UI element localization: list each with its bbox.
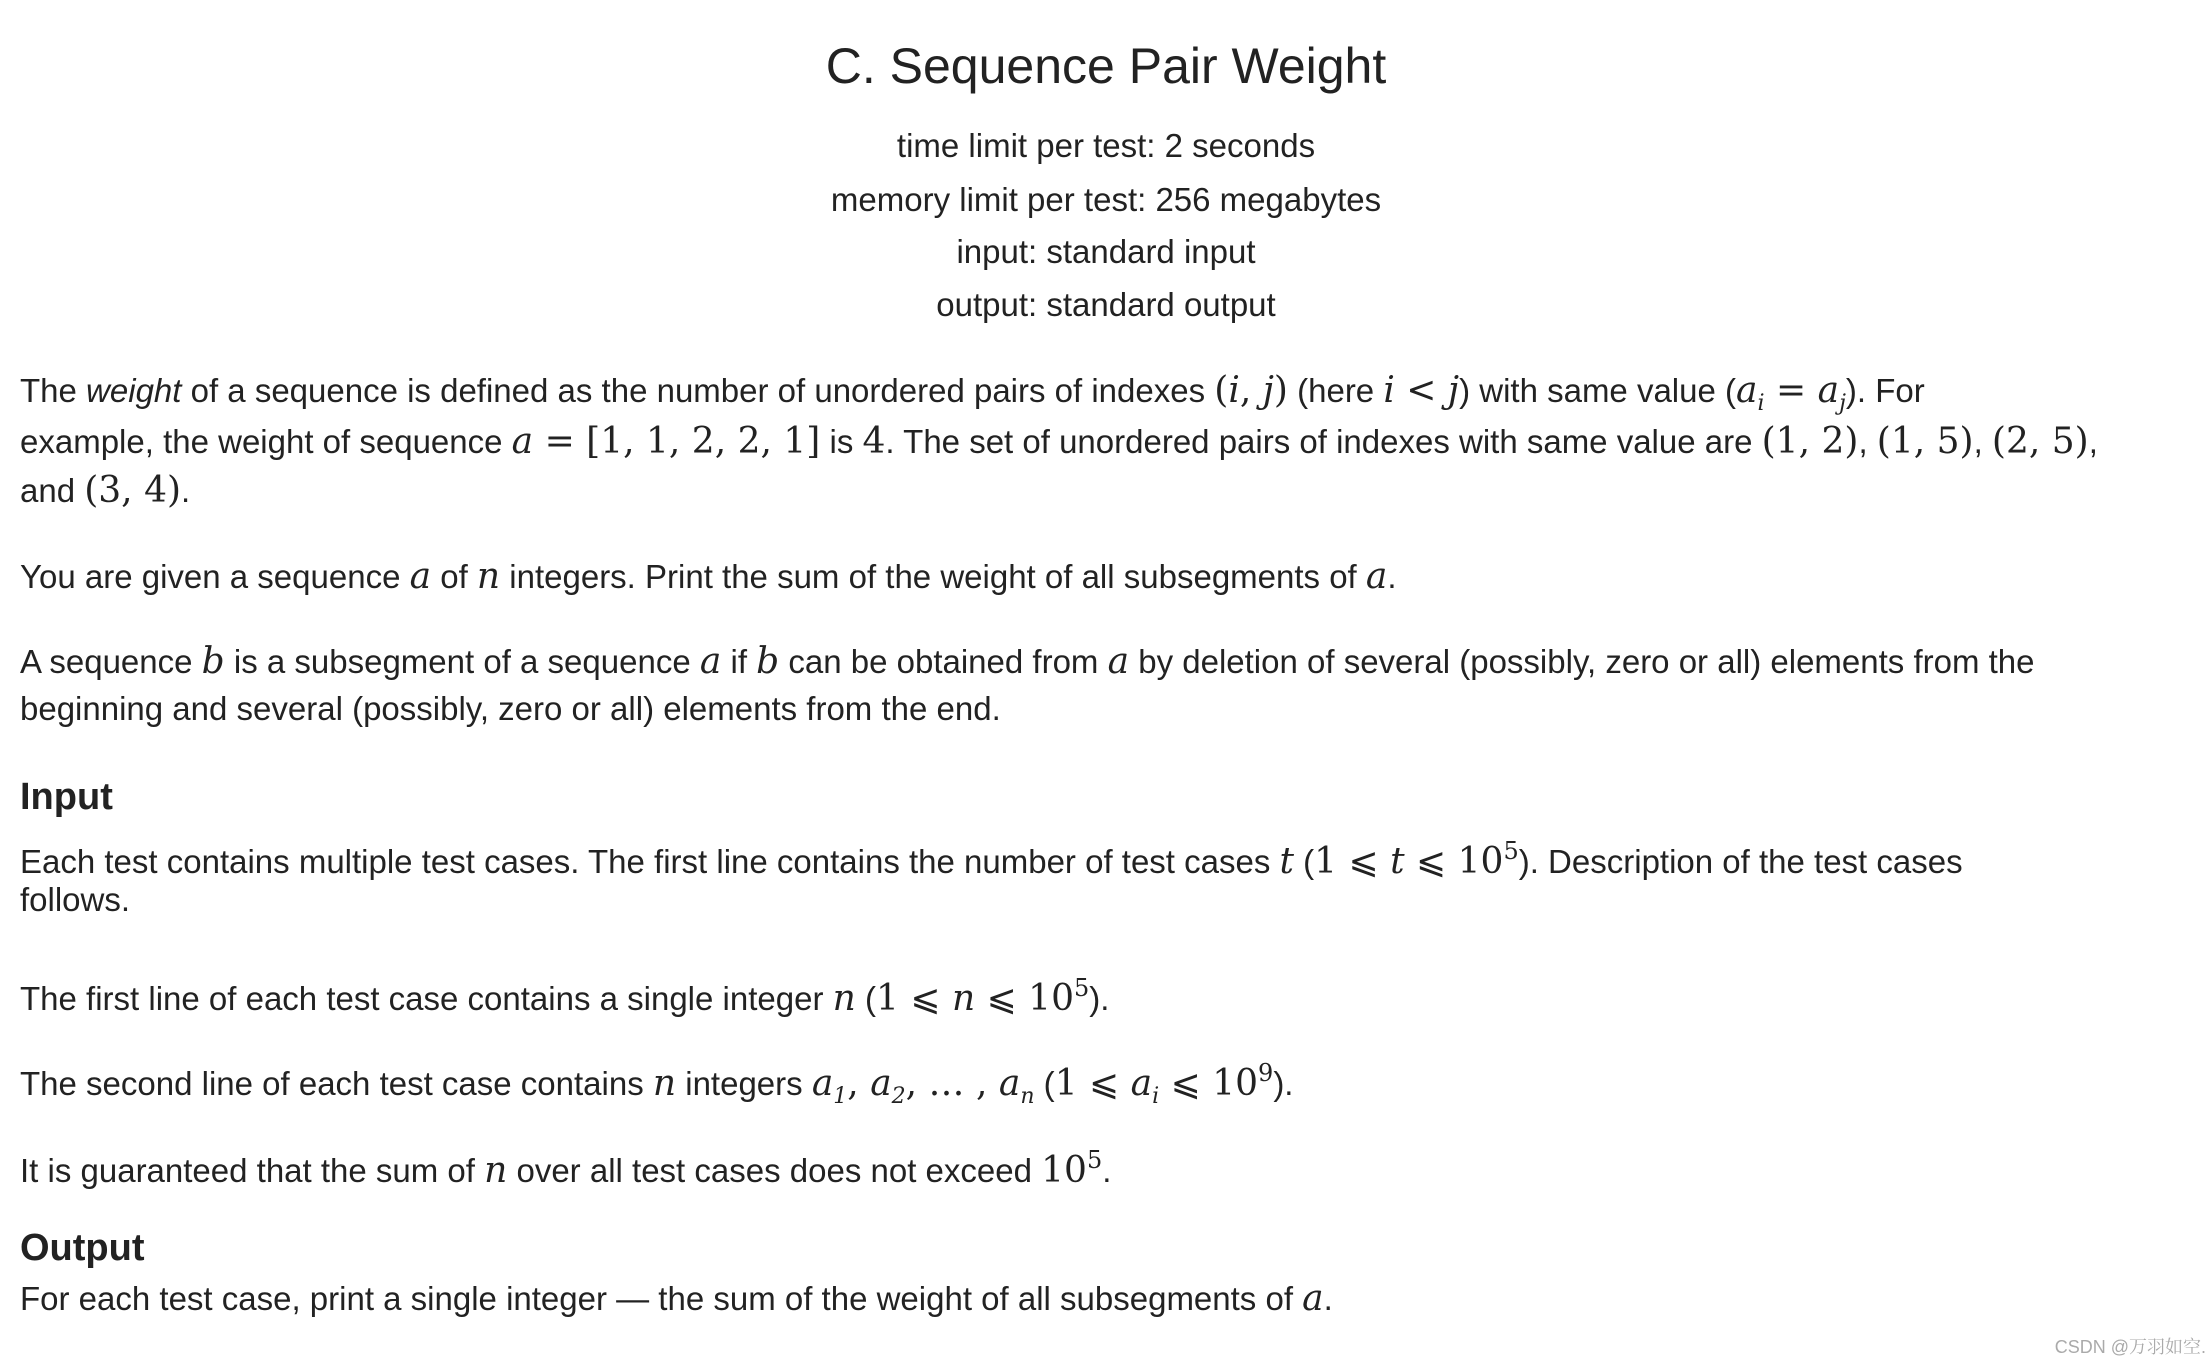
math-segment: j <box>1262 370 1274 411</box>
math-segment: ⩽ 10 <box>1159 1063 1259 1104</box>
text-segment: You are given a sequence <box>20 558 410 595</box>
math-segment: a <box>1736 370 1758 411</box>
text-segment: integers. Print the sum of the weight of all subsegments of <box>500 558 1366 595</box>
text-segment: and <box>20 472 85 509</box>
math-segment: 5 <box>1086 1146 1103 1174</box>
text-segment: beginning and several (possibly, zero or all) elements from the end. <box>20 690 1001 727</box>
math-segment: 2 <box>891 1084 906 1109</box>
math-segment: , <box>847 1063 871 1104</box>
math-segment: a <box>1130 1063 1153 1104</box>
math-segment: ) <box>1273 370 1288 411</box>
math-segment: a <box>870 1063 892 1104</box>
text-segment: by deletion of several (possibly, zero or all) elements from the <box>1129 643 2035 680</box>
math-segment: , <box>1239 370 1263 411</box>
math-segment: a <box>1365 556 1388 597</box>
text-segment: Each test contains multiple test cases. The first line contains the number of test cases <box>20 843 1280 880</box>
math-segment: = <box>1764 370 1818 411</box>
math-segment: (2, 5) <box>1991 421 2089 462</box>
input-spec: input: standard input <box>956 233 1256 270</box>
math-segment: (1, 2) <box>1761 421 1859 462</box>
text-segment: For each test case, print a single integer — the sum of the weight of all subsegments of <box>20 1280 1303 1317</box>
problem-title: C. Sequence Pair Weight <box>825 38 1387 94</box>
statement-line <box>20 966 1109 1021</box>
math-segment: n <box>951 978 976 1019</box>
math-segment: < <box>1394 370 1448 411</box>
text-segment: follows. <box>20 881 131 918</box>
math-segment: i <box>1152 1084 1160 1109</box>
text-segment: It is guaranteed that the sum of <box>20 1152 485 1189</box>
statement-line <box>20 555 1397 599</box>
math-segment: 10 <box>1041 1150 1087 1191</box>
math-segment: a <box>811 1063 834 1104</box>
math-segment: 4 <box>862 421 886 462</box>
math-segment: a <box>511 421 534 462</box>
statement-line <box>20 640 2035 684</box>
text-segment: . <box>1387 558 1397 595</box>
math-segment: a <box>1302 1278 1324 1319</box>
memory-limit: memory limit per test: 256 megabytes <box>830 181 1382 218</box>
text-segment: , <box>1858 423 1877 460</box>
text-segment: (here <box>1287 372 1384 409</box>
statement-line <box>20 369 1925 426</box>
text-segment: The first line of each test case contains a single integer <box>20 980 833 1017</box>
math-segment: 1 ⩽ <box>875 978 952 1019</box>
math-segment: 9 <box>1258 1059 1274 1087</box>
math-segment: , … , <box>905 1063 999 1104</box>
text-segment: . <box>1323 1280 1333 1317</box>
math-segment: t <box>1390 841 1405 882</box>
math-segment: i <box>1757 391 1765 416</box>
math-segment: n <box>484 1150 508 1191</box>
output-spec: output: standard output <box>936 286 1276 323</box>
text-segment: can be obtained from <box>779 643 1108 680</box>
math-segment: ⩽ 10 <box>1404 841 1504 882</box>
text-segment: ). Description of the test cases <box>1518 843 1963 880</box>
emphasis-text: weight <box>86 372 182 409</box>
text-segment: integers <box>676 1065 812 1102</box>
math-segment: 1 ⩽ <box>1314 841 1391 882</box>
text-segment: over all test cases does not exceed <box>507 1152 1042 1189</box>
text-segment: . <box>181 472 191 509</box>
math-segment: a <box>998 1063 1021 1104</box>
text-segment: ). For <box>1845 372 1925 409</box>
math-segment: j <box>1839 391 1846 416</box>
statement-line <box>20 1051 1293 1119</box>
math-segment: a <box>1107 641 1130 682</box>
math-segment: ( <box>1214 370 1229 411</box>
math-segment: = [1, 1, 2, 2, 1] <box>533 421 821 462</box>
statement-line <box>20 829 1963 884</box>
text-segment: , <box>2088 423 2098 460</box>
input-heading: Input <box>20 776 113 818</box>
math-segment: n <box>1020 1084 1035 1109</box>
math-segment: i <box>1228 370 1240 411</box>
math-segment: i <box>1383 370 1395 411</box>
text-segment: A sequence <box>20 643 202 680</box>
text-segment: if <box>721 643 757 680</box>
text-segment: ). <box>1273 1065 1294 1102</box>
math-segment: (3, 4) <box>84 470 182 511</box>
text-segment: The <box>20 372 87 409</box>
text-segment: ( <box>855 980 876 1017</box>
math-segment: 5 <box>1073 974 1090 1002</box>
statement-line <box>20 687 1001 731</box>
text-segment: of a sequence is defined as the number of unordered pairs of indexes <box>181 372 1215 409</box>
math-segment: 1 <box>833 1084 848 1109</box>
math-segment: t <box>1279 841 1294 882</box>
text-segment: ) with same value ( <box>1459 372 1737 409</box>
time-limit: time limit per test: 2 seconds <box>896 127 1316 164</box>
math-segment: b <box>756 641 780 682</box>
text-segment: of <box>431 558 477 595</box>
math-segment: 1 ⩽ <box>1054 1063 1131 1104</box>
math-segment: a <box>1817 370 1840 411</box>
text-segment: . <box>1102 1152 1112 1189</box>
text-segment: ). <box>1089 980 1110 1017</box>
text-segment: . The set of unordered pairs of indexes with same value are <box>885 423 1762 460</box>
output-heading: Output <box>20 1227 145 1269</box>
text-segment: is <box>820 423 863 460</box>
math-segment: 5 <box>1503 837 1519 865</box>
statement-line <box>20 1138 1111 1193</box>
math-segment: n <box>832 978 856 1019</box>
statement-line <box>20 420 2098 464</box>
statement-line <box>20 878 130 922</box>
statement-line <box>20 469 190 513</box>
math-segment: j <box>1447 370 1460 411</box>
math-segment: a <box>409 556 432 597</box>
math-segment: n <box>476 556 501 597</box>
math-segment: a <box>699 641 722 682</box>
text-segment: ( <box>1293 843 1315 880</box>
text-segment: , <box>1973 423 1992 460</box>
math-segment: b <box>201 641 225 682</box>
math-segment: (1, 5) <box>1876 421 1974 462</box>
text-segment: is a subsegment of a sequence <box>224 643 700 680</box>
statement-line <box>20 1277 1333 1321</box>
text-segment: example, the weight of sequence <box>20 423 512 460</box>
text-segment: The second line of each test case contains <box>20 1065 653 1102</box>
text-segment: ( <box>1034 1065 1055 1102</box>
math-segment: n <box>652 1063 677 1104</box>
math-segment: ⩽ 10 <box>975 978 1074 1019</box>
watermark: CSDN @万羽如空. <box>2054 1337 2206 1357</box>
